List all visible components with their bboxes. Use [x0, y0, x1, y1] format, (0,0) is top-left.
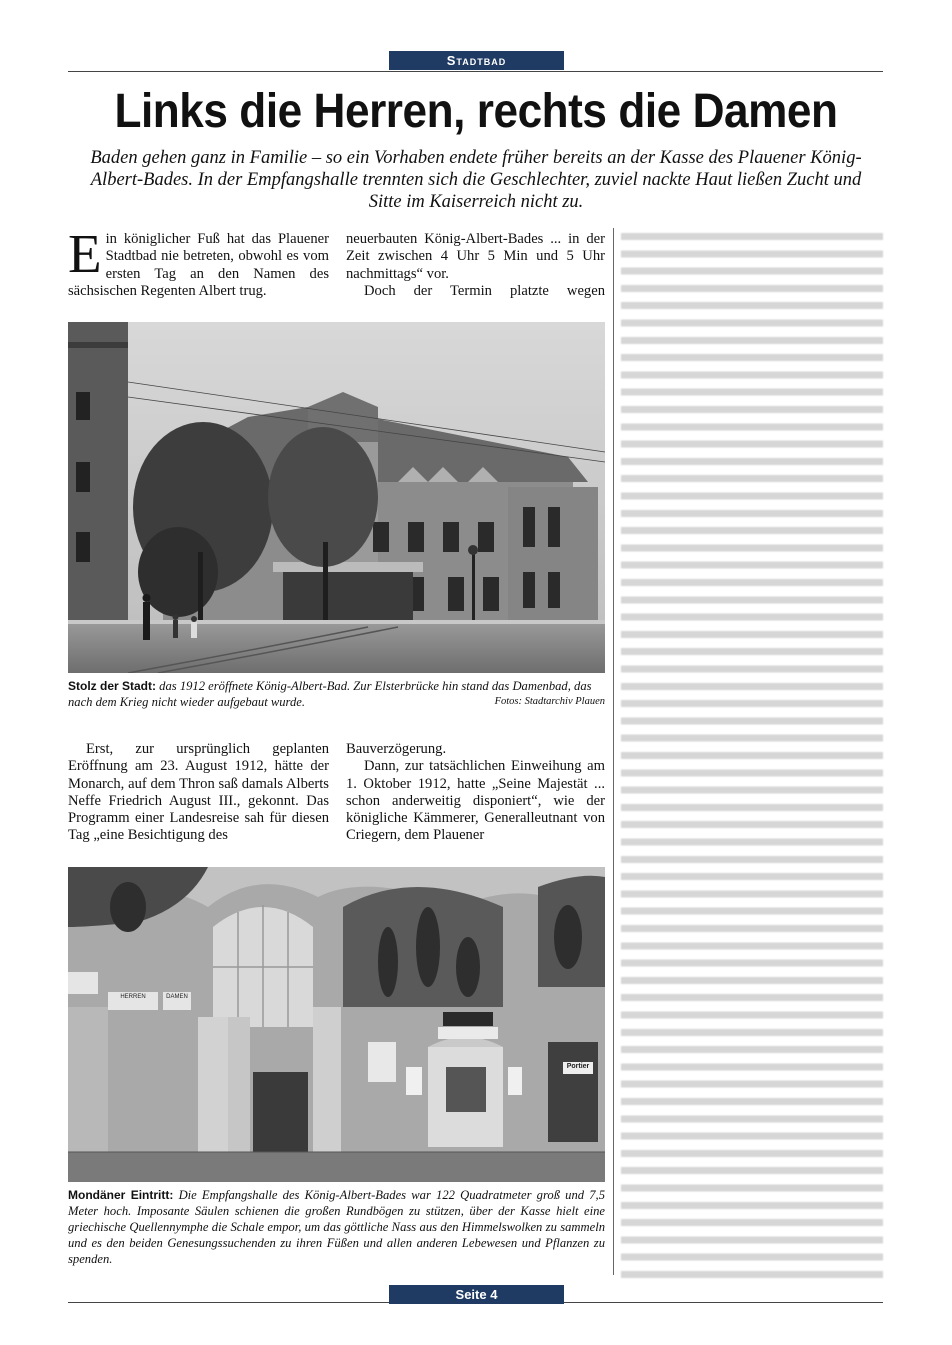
sign-damen: DAMEN	[166, 994, 188, 1000]
col2-text-2: Doch der Termin platzte wegen	[364, 282, 605, 299]
col2-text-1: neuerbauten König-Albert-Bades ... in der Zeit zwischen 4 Uhr 5 Min und 5 Uhr nachmittags“ vor.	[346, 231, 605, 282]
photo1-caption	[68, 678, 605, 710]
sign-herren: HERREN	[120, 994, 146, 1000]
photo2-caption-text: Die Empfangshalle des König-Albert-Bades war 122 Quadratmeter groß und 7,5 Meter hoch. Imposante Säulen schienen die großen Rundbögen zu stützen, über der Kasse hielt eine griechische Quellennymphe die Schale empor, um das göttliche Nass aus den Himmelswolken zu sammeln und es den beiden Genesungssuchenden zu ihren Füßen und allen anderen Lebewesen und Pflanzen zu spenden.	[68, 1188, 605, 1266]
photo-entrance-hall	[68, 867, 605, 1182]
page-number: Seite 4	[389, 1285, 564, 1304]
article-column-1	[68, 223, 329, 300]
drop-cap: E	[68, 223, 102, 284]
col2b-text-2: Dann, zur tatsächlichen Einweihung am 1. Oktober 1912, hatte „Seine Majestät ... schon anderweitig disponiert“, wie der königliche Kämmerer, Generalleutnant von Criegern, dem Plauener	[346, 758, 605, 844]
entrance-hall-illustration	[68, 867, 605, 1182]
article-column-2b	[346, 741, 605, 845]
photo1-caption-lead: Stolz der Stadt:	[68, 679, 157, 693]
article-column-1b	[68, 741, 329, 845]
col1-text: in königlicher Fuß hat das Plauener Stadtbad nie betreten, obwohl es vom ersten Tag an den Namen des sächsischen Regenten Albert trug.	[68, 231, 329, 299]
faded-column-texture	[621, 228, 883, 1278]
subtitle: Baden gehen ganz in Familie – so ein Vorhaben endete früher bereits an der Kasse des Plauener König-Albert-Bades. In der Empfangshalle trennten sich die Geschlechter, zuviel nackte Haut ließen Zucht und Sitte im Kaiserreich nicht zu.	[90, 148, 862, 212]
bath-exterior-illustration	[68, 322, 605, 673]
photo1-caption-text: das 1912 eröffnete König-Albert-Bad. Zur Elsterbrücke hin stand das Damenbad, das nach dem Krieg nicht wieder aufgebaut wurde.	[68, 679, 592, 709]
column-divider	[613, 228, 614, 1275]
col1b-text: Erst, zur ursprünglich geplanten Eröffnung am 23. August 1912, hätte der Monarch, auf dem Thron saß damals Alberts Neffe Friedrich August III., gekonnt. Das Programm einer Landesreise sah für diesen Tag „eine Besichtigung des	[68, 741, 329, 844]
col2b-text-1: Bauverzögerung.	[346, 741, 447, 757]
photo2-caption	[68, 1187, 605, 1267]
section-tag: Stadtbad	[389, 51, 564, 70]
photo-bath-exterior	[68, 322, 605, 673]
sign-portier: Portier	[566, 1063, 590, 1070]
photo-credit: Fotos: Stadtarchiv Plauen	[494, 696, 605, 707]
header-rule	[68, 71, 883, 72]
faded-column	[621, 228, 883, 1278]
headline: Links die Herren, rechts die Damen	[114, 85, 838, 138]
photo2-caption-lead: Mondäner Eintritt:	[68, 1188, 174, 1202]
article-column-2	[346, 231, 605, 300]
